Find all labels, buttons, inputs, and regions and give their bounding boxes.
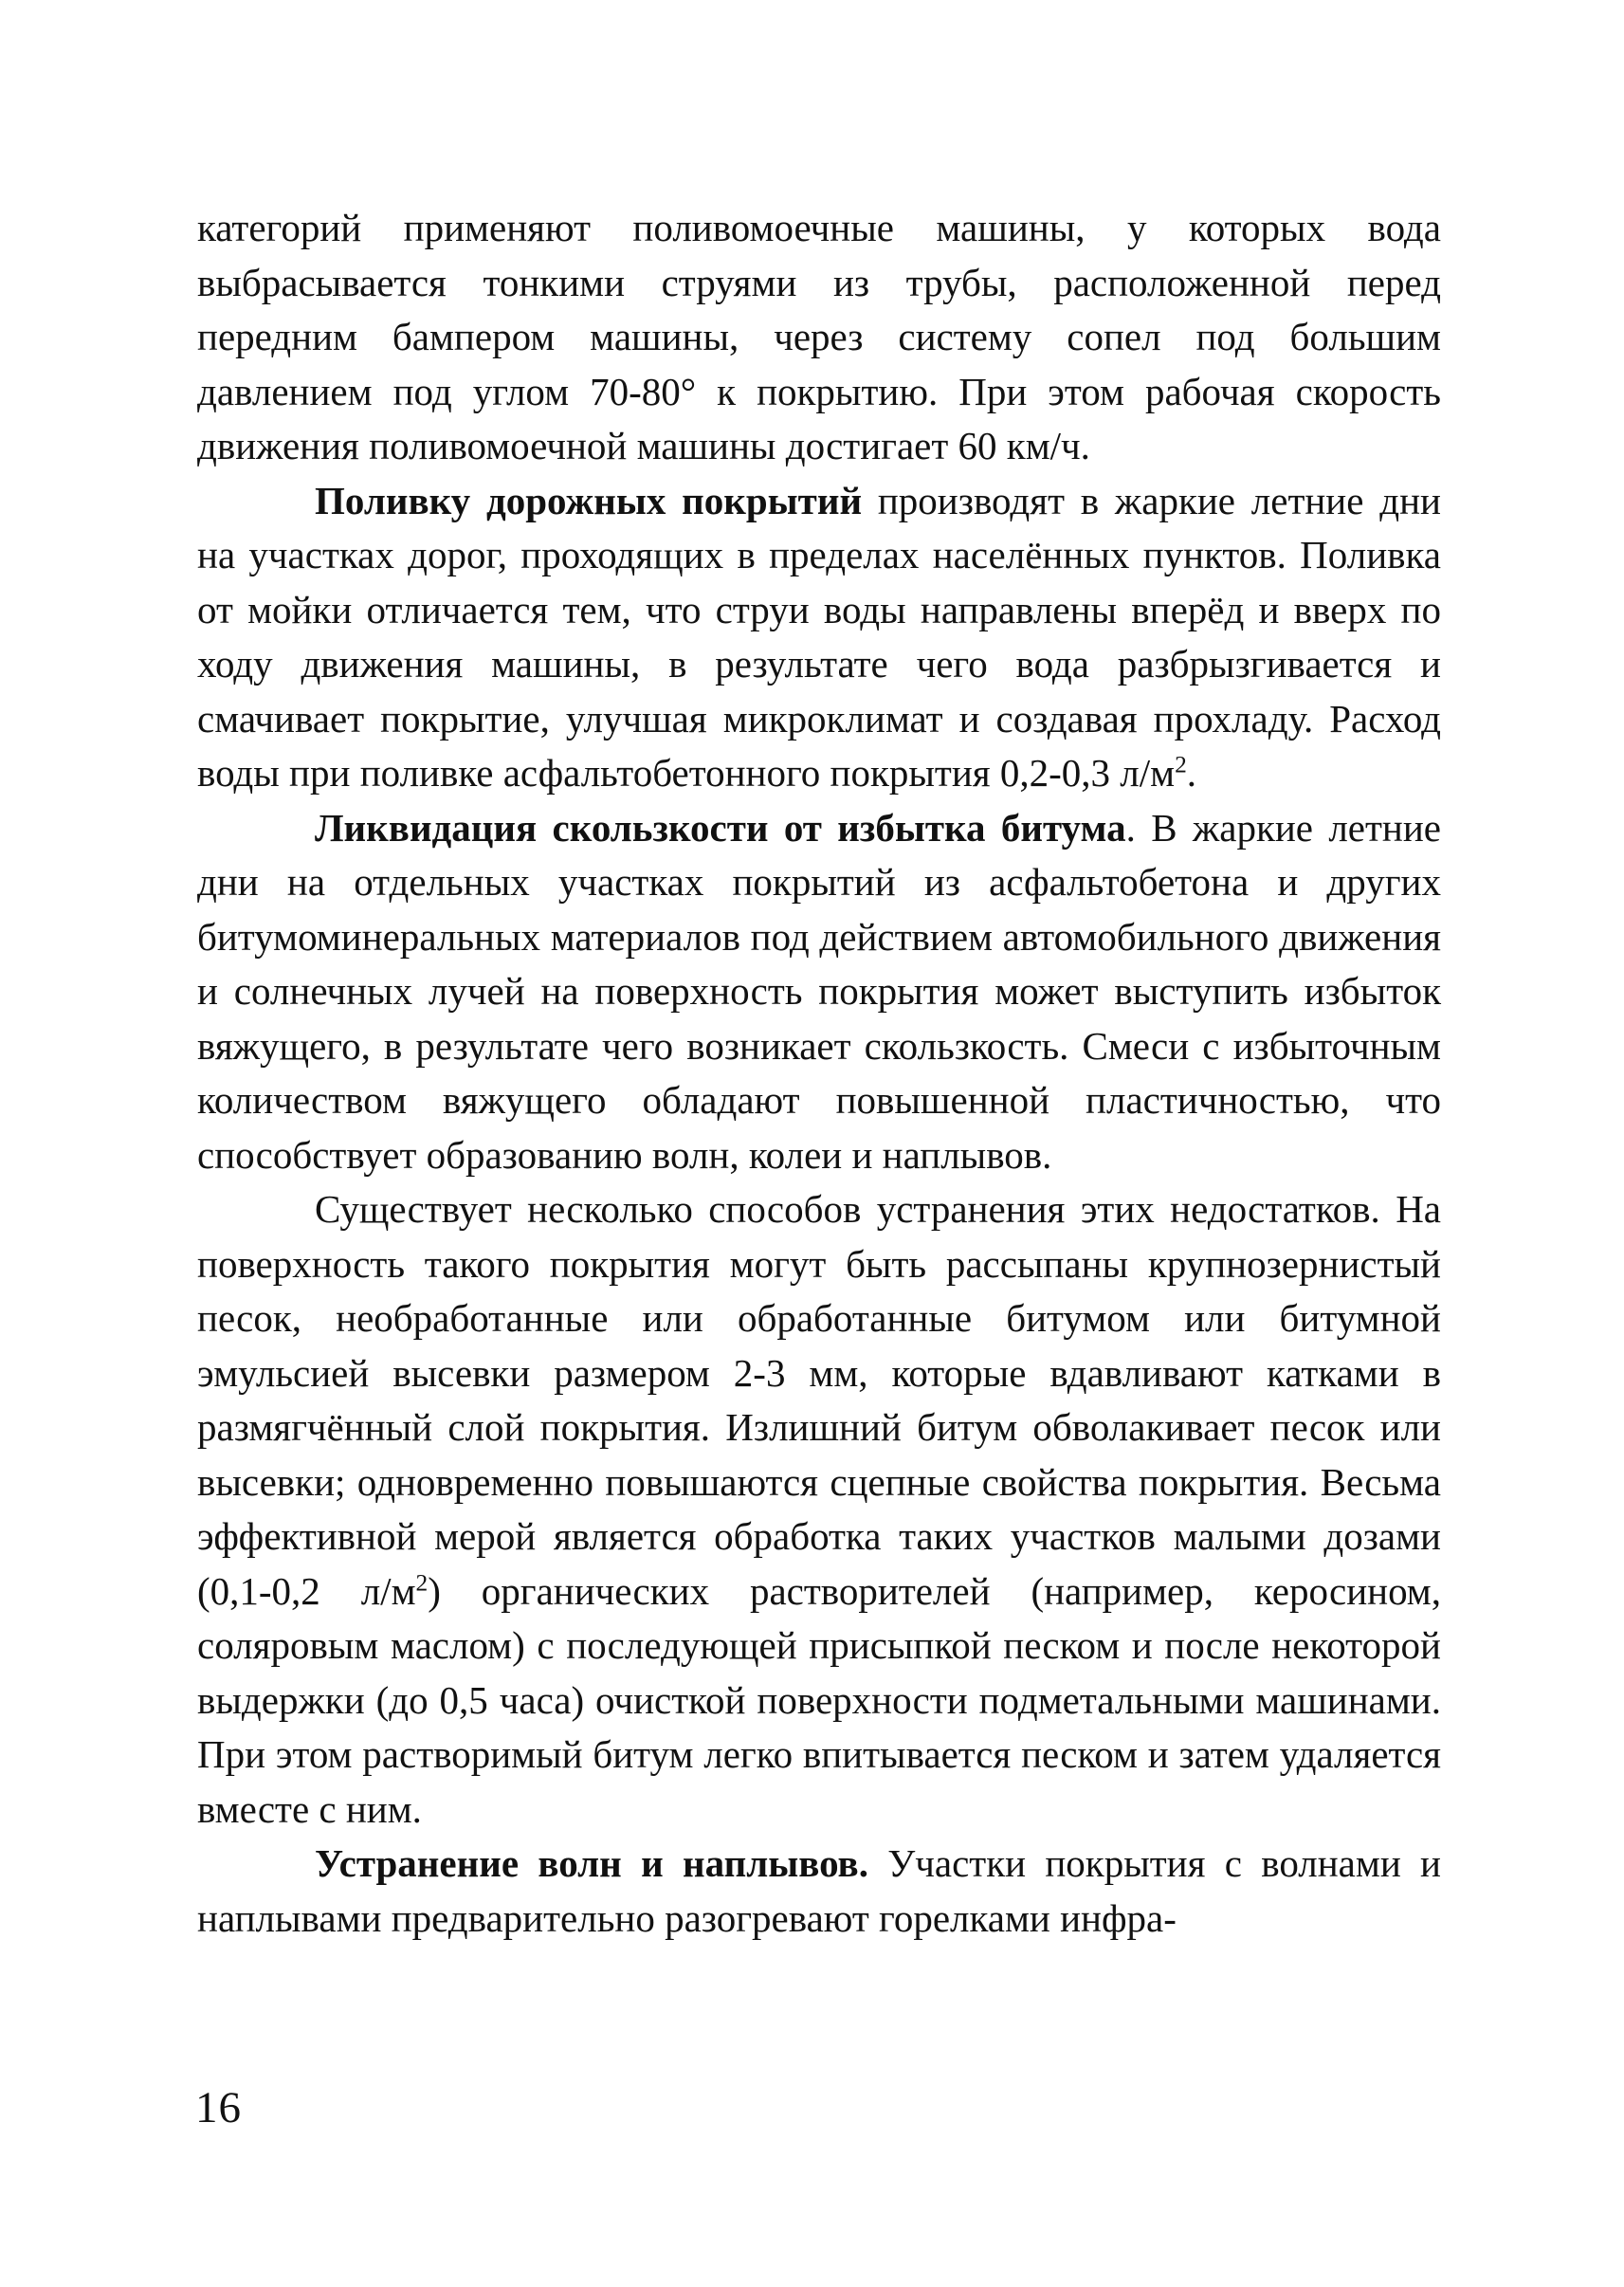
run-in-heading: Ликвидация скользкости от избытка битума — [315, 805, 1126, 850]
paragraph-text: категорий применяют поливомоечные машины, у которых вода выбрасывается тонкими струями из трубы, расположенной перед передним бампером машины, через систему сопел под большим давлением под углом 70-80° к покрытию. При этом рабочая скорость движения поливомоечной машины достигает 60 км/ч. — [197, 206, 1441, 467]
paragraph-text-tail: . — [1186, 751, 1197, 795]
superscript: 2 — [1175, 751, 1187, 778]
paragraph-bitumen-slipperiness — [197, 801, 1441, 1183]
paragraph-text: Существует несколько способов устранения этих недостатков. На поверхность такого покрытия могут быть рассыпаны крупнозернистый песок, необработанные или обработанные битумом или битумной эмульсией высевки размером 2-3 мм, которые вдавливают катками в размягчённый слой покрытия. Излишний битум обволакивает песок или высевки; одновременно повышаются сцепные свойства покрытия. Весьма эффективной мерой является обработка таких участков малыми дозами (0,1-0,2 л/м — [197, 1187, 1441, 1613]
paragraph-waves-removal — [197, 1837, 1441, 1946]
superscript: 2 — [415, 1568, 429, 1596]
paragraph-text: . В жаркие летние дни на отдельных участках покрытий из асфальтобетона и других битумоминеральных материалов под действием автомобильного движения и солнечных лучей на поверхность покрытия может выступить избыток вяжущего, в результате чего возникает скользкость. Смеси с избыточным количеством вяжущего обладают повышенной пластичностью, что способствует образованию волн, колеи и наплывов. — [197, 805, 1441, 1177]
run-in-heading: Поливку дорожных покрытий — [315, 478, 863, 522]
paragraph-continuation — [197, 201, 1441, 474]
paragraph-text-tail: ) органических растворителей (например, керосином, соляровым маслом) с последующей присыпкой песком и после некоторой выдержки (до 0,5 часа) очисткой поверхности подметальными машинами. При этом растворимый битум легко впитывается песком и затем удаляется вместе с ним. — [197, 1568, 1441, 1831]
body-text — [197, 201, 1441, 1946]
paragraph-road-watering — [197, 474, 1441, 801]
page-number: 16 — [195, 2083, 242, 2132]
paragraph-text: производят в жаркие летние дни на участках дорог, проходящих в пределах населённых пунктов. Поливка от мойки отличается тем, что струи воды направлены вперёд и вверх по ходу движения машины, в результате чего вода разбрызгивается и смачивает покрытие, улучшая микроклимат и создавая прохладу. Расход воды при поливке асфальтобетонного покрытия 0,2-0,3 л/м — [197, 478, 1441, 795]
paragraph-remedy-methods — [197, 1182, 1441, 1837]
paragraph-text: Участки покрытия с волнами и наплывами предварительно разогревают горелками инфра- — [197, 1841, 1441, 1940]
run-in-heading: Устранение волн и наплывов. — [315, 1841, 868, 1885]
